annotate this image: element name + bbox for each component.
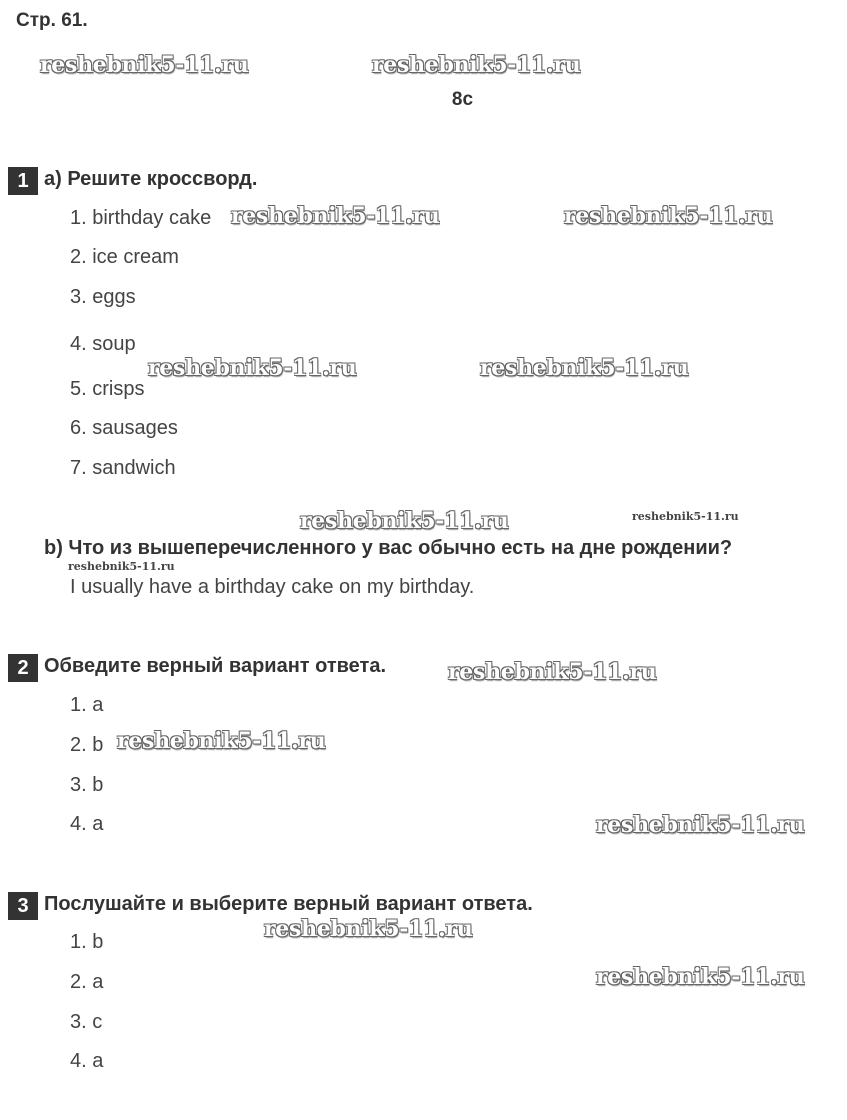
watermark-small: reshebnik5-11.ru [68, 560, 175, 573]
watermark: reshebnik5-11.ru [480, 355, 689, 381]
page-label: Стр. 61. [16, 10, 88, 31]
watermark: reshebnik5-11.ru [117, 728, 326, 754]
task3-title: Послушайте и выберите верный вариант ответа. [44, 893, 533, 915]
task2-item: 1. a [70, 694, 104, 716]
watermark: reshebnik5-11.ru [564, 203, 773, 229]
task1-item: 5. crisps [70, 378, 145, 400]
watermark: reshebnik5-11.ru [148, 355, 357, 381]
watermark: reshebnik5-11.ru [596, 812, 805, 838]
task2-item: 2. b [70, 734, 104, 756]
watermark: reshebnik5-11.ru [596, 964, 805, 990]
task1-part-b-title: b) Что из вышеперечисленного у вас обычно есть на дне рождении? [44, 537, 733, 559]
task1-item: 7. sandwich [70, 457, 176, 479]
task1-item: 4. soup [70, 333, 136, 355]
watermark: reshebnik5-11.ru [40, 52, 249, 78]
task-number-2: 2 [8, 654, 38, 682]
task1-item: 1. birthday cake [70, 207, 212, 229]
task1-part-a-title: a) Решите кроссворд. [44, 168, 258, 190]
watermark: reshebnik5-11.ru [264, 916, 473, 942]
task2-title: Обведите верный вариант ответа. [44, 655, 387, 677]
task3-item: 2. a [70, 971, 104, 993]
task3-item: 1. b [70, 931, 104, 953]
watermark-small: reshebnik5-11.ru [632, 510, 739, 523]
watermark: reshebnik5-11.ru [300, 508, 509, 534]
task1-item: 2. ice cream [70, 246, 179, 268]
task2-item: 3. b [70, 774, 104, 796]
task3-item: 3. c [70, 1011, 103, 1033]
task-number-3: 3 [8, 892, 38, 920]
task2-item: 4. a [70, 813, 104, 835]
task-number-1: 1 [8, 167, 38, 195]
section-title: 8c [451, 89, 474, 110]
watermark: reshebnik5-11.ru [448, 659, 657, 685]
task1-part-b-answer: I usually have a birthday cake on my birthday. [70, 576, 475, 598]
task1-item: 3. eggs [70, 286, 136, 308]
task1-item: 6. sausages [70, 417, 178, 439]
watermark: reshebnik5-11.ru [231, 203, 440, 229]
task3-item: 4. a [70, 1050, 104, 1072]
watermark: reshebnik5-11.ru [372, 52, 581, 78]
